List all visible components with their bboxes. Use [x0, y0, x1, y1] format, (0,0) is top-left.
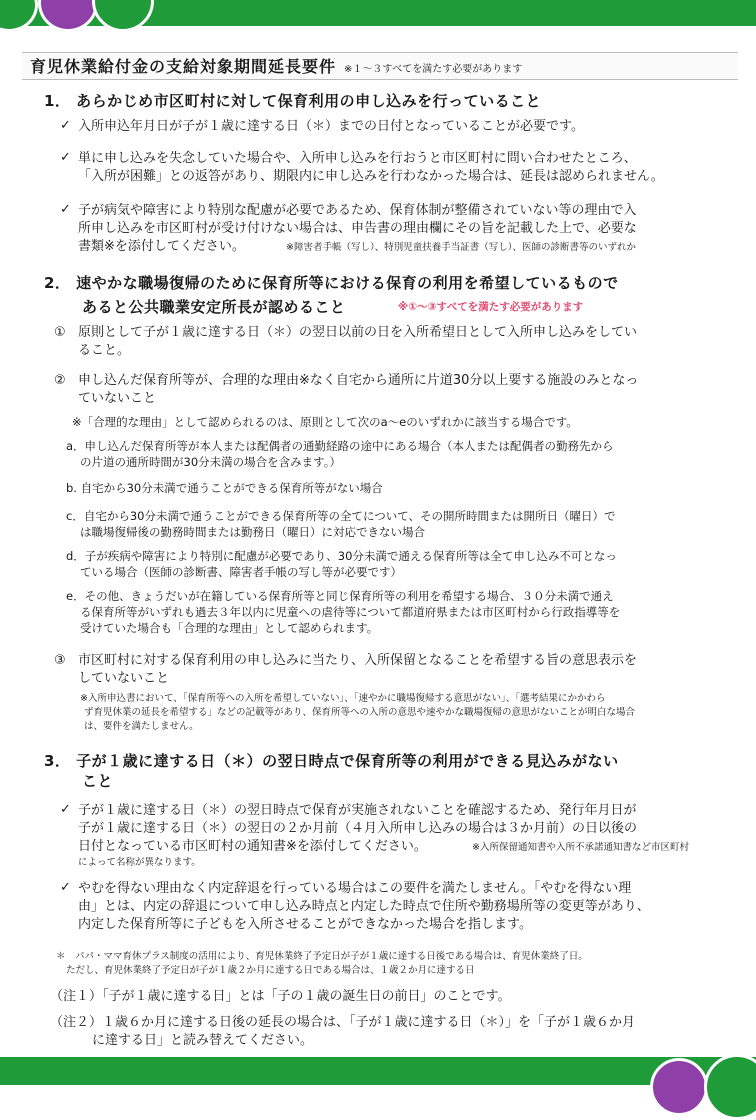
s2-a-l1: a．申し込んだ保育所等が本人または配偶者の通勤経路の途中にある場合（本人または配偶者の勤務先から: [66, 439, 614, 453]
title-note: ※１～３すべてを満たす必要があります: [344, 64, 523, 75]
s1-item2-l2: 「入所が困難」との返答があり、期限内に申し込みを行わなかった場合は、延長は認められません。: [78, 169, 664, 184]
decor-circle-green-2: [92, 0, 154, 32]
check-icon: ✓: [60, 150, 71, 165]
s2-c-l1: c．自宅から30分未満で通うことができる保育所等の全てについて、その開所時間または開所日（曜日）で: [66, 509, 616, 523]
section2-heading-l2: あると公共職業安定所長が認めること: [82, 298, 346, 316]
s2-c2-note: ※「合理的な理由」として認められるのは、原則として次のa～eのいずれかに該当する場合です。: [72, 415, 578, 429]
check-icon: ✓: [60, 880, 71, 895]
s2-c-l2: は職場復帰後の勤務時間または勤務日（曜日）に対応できない場合: [80, 525, 425, 539]
section3-heading-l1: 3． 子が１歳に達する日（＊）の翌日時点で保育所等の利用ができる見込みがない: [44, 752, 619, 770]
footnote-note2-l1: （注２）１歳６か月に達する日後の延長の場合は、「子が１歳に達する日（＊）」を「子が１歳６か月: [50, 1015, 636, 1030]
s2-c2-l1: 申し込んだ保育所等が、合理的な理由※なく自宅から通所に片道30分以上要する施設のみとなっ: [78, 373, 639, 388]
footnote-note1: （注１）「子が１歳に達する日」とは「子の１歳の誕生日の前日」のことです。: [50, 989, 511, 1004]
s1-item3-l1: 子が病気や障害により特別な配慮が必要であるため、保育体制が整備されていない等の理由で入: [78, 203, 637, 218]
s2-d-l2: ている場合（医師の診断書、障害者手帳の写し等が必要です）: [80, 565, 402, 579]
s1-item3-note: ※障害者手帳（写し）、特別児童扶養手当証書（写し）、医師の診断書等のいずれか: [286, 242, 636, 253]
s3-item2-l3: 内定した保育所等に子どもを入所させることができなかった場合を指します。: [78, 917, 532, 932]
footnote-note2-l2: に達する日」と読み替えてください。: [92, 1033, 314, 1048]
s1-item3-l3: 書類※を添付してください。: [78, 239, 245, 254]
section1-heading: 1． あらかじめ市区町村に対して保育利用の申し込みを行っていること: [44, 92, 542, 110]
s2-e-l3: 受けていた場合も「合理的な理由」として認められます。: [80, 621, 379, 635]
s2-b-l1: b. 自宅から30分未満で通うことができる保育所等がない場合: [66, 481, 383, 495]
s3-item1-l2: 子が１歳に達する日（＊）の翌日の２か月前（４月入所申し込みの場合は３か月前）の日以後の: [78, 821, 638, 836]
s2-c2-mark: ②: [54, 373, 66, 388]
s2-c1-l2: ること。: [78, 343, 131, 358]
decor-circle-green: [0, 0, 38, 32]
s3-item2-l1: やむを得ない理由なく内定辞退を行っている場合はこの要件を満たしません。「やむを得ない理: [78, 881, 632, 896]
s3-item2-l2: 由」とは、内定の辞退について申し込み時点と内定した時点で住所や勤務場所等の変更等があり、: [78, 899, 650, 914]
s2-c1-mark: ①: [54, 325, 66, 340]
check-icon: ✓: [60, 802, 71, 817]
decor-circle-purple: [38, 0, 98, 32]
s2-c3-l1: 市区町村に対する保育利用の申し込みに当たり、入所保留となることを希望する旨の意思表示を: [78, 653, 638, 668]
s2-c3-note-l1: ※入所申込書において、「保育所等への入所を希望していない」、「速やかに職場復帰する意思がない」、「選考結果にかかわら: [80, 693, 606, 704]
decor-circle-green-bottom: [704, 1054, 756, 1120]
s2-c2-l2: ていないこと: [78, 391, 157, 406]
s1-item2-l1: 単に申し込みを失念していた場合や、入所申し込みを行おうと市区町村に問い合わせたところ、: [78, 151, 637, 166]
check-icon: ✓: [60, 202, 71, 217]
s2-c3-note-l2: ず育児休業の延長を希望する」などの記載等があり、保育所等への入所の意思や速やかな職場復帰の意思がないことが明白な場合: [84, 707, 636, 718]
s3-item1-note-l2: によって名称が異なります。: [78, 857, 201, 868]
page-title: 育児休業給付金の支給対象期間延長要件 ※１～３すべてを満たす必要があります: [30, 57, 523, 76]
s2-a-l2: の片道の通所時間が30分未満の場合を含みます。）: [80, 455, 341, 469]
s3-item1-l1: 子が１歳に達する日（＊）の翌日時点で保育が実施されないことを確認するため、発行年月日が: [78, 803, 637, 818]
footnote-star-l1: ＊ パパ・ママ育休プラス制度の活用により、育児休業終了予定日が子が１歳に達する日後である場合は、育児休業終了日。: [56, 951, 588, 962]
s1-item1: 入所申込年月日が子が１歳に達する日（＊）までの日付となっていることが必要です。: [78, 119, 584, 134]
s2-c3-note-l3: は、要件を満たしません。: [84, 721, 199, 732]
s2-d-l1: d．子が疾病や障害により特別に配慮が必要であり、30分未満で通える保育所等は全て申し込み不可となっ: [66, 549, 617, 563]
footnote-star-l2: ただし、育児休業終了予定日が子が１歳２か月に達する日である場合は、１歳２か月に達する日: [66, 965, 475, 976]
s2-c3-l2: していないこと: [78, 671, 170, 686]
s2-c1-l1: 原則として子が１歳に達する日（＊）の翌日以前の日を入所希望日として入所申し込みをしてい: [78, 325, 638, 340]
s2-c3-mark: ③: [54, 653, 66, 668]
section2-heading-l1: 2． 速やかな職場復帰のために保育所等における保育の利用を希望しているもので: [44, 274, 619, 292]
s2-e-l2: る保育所等がいずれも過去３年以内に児童への虐待等について都道府県または市区町村から行政指導等を: [80, 605, 621, 619]
section3-heading-l2: こと: [82, 772, 114, 790]
section2-heading-note: ※①～③すべてを満たす必要があります: [398, 301, 584, 313]
check-icon: ✓: [60, 118, 71, 133]
decor-circle-purple-bottom: [650, 1058, 708, 1116]
bottom-green-band: [0, 1057, 756, 1085]
s3-item1-l3: 日付となっている市区町村の通知書※を添付してください。: [78, 839, 427, 854]
s1-item3-l2: 所申し込みを市区町村が受け付けない場合は、申告書の理由欄にその旨を記載した上で、必要な: [78, 221, 637, 236]
s3-item1-note-l1: ※入所保留通知書や入所不承諾通知書など市区町村: [472, 842, 689, 853]
s2-e-l1: e．その他、きょうだいが在籍している保育所等と同じ保育所等の利用を希望する場合、３０分未満で通え: [66, 589, 614, 603]
